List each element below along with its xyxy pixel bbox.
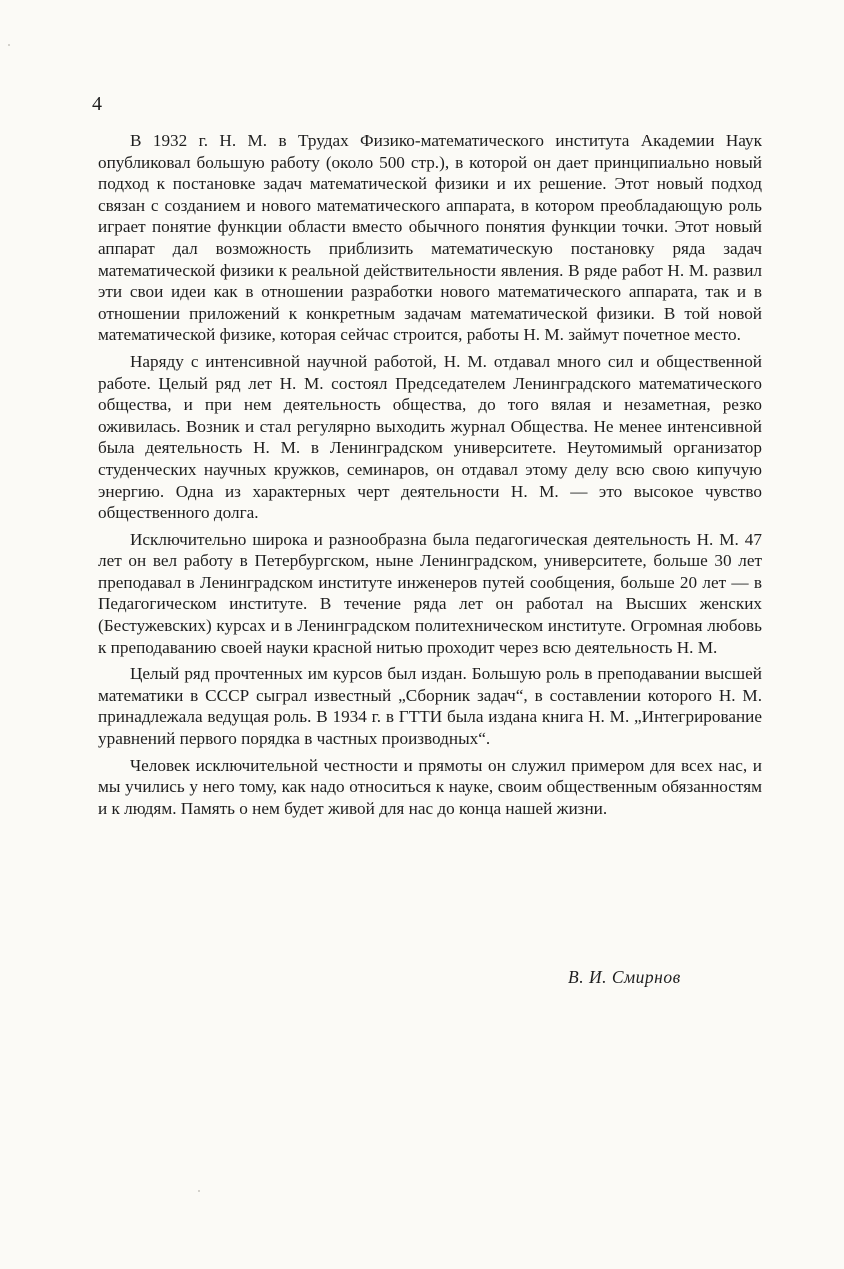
paragraph-teaching: Исключительно широка и разнообразна была педагогическая деятельность Н. М. 47 лет он вел работу в Петербургском, ныне Ленинградском, университете, больше 30 лет преподавал в Ленинградском институте инженеров путей сообщения, больше 20 лет — в Педагогическом институте. В течение ряда лет он работал на Высших женских (Бестужевских) курсах и в Ленинградском политехническом институте. Огромная любовь к преподаванию своей науки красной нитью проходит через всю деятельность Н. М. <box>98 529 762 657</box>
scan-speck <box>8 44 10 46</box>
page-number: 4 <box>92 93 102 115</box>
scan-speck <box>198 1190 200 1192</box>
paragraph-courses: Целый ряд прочтенных им курсов был издан. Большую роль в преподавании высшей математики в СССР сыграл известный „Сборник задач“, в составлении которого Н. М. принадлежала ведущая роль. В 1934 г. в ГТТИ была издана книга Н. М. „Интегрирование уравнений первого порядка в частных производных“. <box>98 664 762 749</box>
author-signature: В. И. Смирнов <box>568 967 681 987</box>
paragraph-public-work: Наряду с интенсивной научной работой, Н. М. отдавал много сил и общественной работе. Целый ряд лет Н. М. состоял Председателем Ленинградского математического общества, и при нем деятельность общества, до того вялая и незаметная, резко оживилась. Возник и стал регулярно выходить журнал Общества. Не менее интенсивной была деятельность Н. М. в Ленинградском университете. Неутомимый организатор студенческих научных кружков, семинаров, он отдавал этому делу всю свою кипучую энергию. Одна из характерных черт деятельности Н. М. — это высокое чувство общественного долга. <box>98 351 762 523</box>
article-body <box>98 130 762 824</box>
paragraph-research: В 1932 г. Н. М. в Трудах Физико-математического института Академии Наук опубликовал большую работу (около 500 стр.), в которой он дает принципиально новый подход к постановке задач математической физики и их решение. Этот новый подход связан с созданием и нового математического аппарата, в котором преобладающую роль играет понятие функции области вместо обычного понятия функции точки. Этот новый аппарат дал возможность приблизить математическую постановку ряда задач математической физики к реальной действительности явления. В ряде работ Н. М. развил эти свои идеи как в отношении разработки нового математического аппарата, так и в отношении приложений к конкретным задачам математической физики. В той новой математической физике, которая сейчас строится, работы Н. М. займут почетное место. <box>98 131 762 345</box>
paragraph-tribute: Человек исключительной честности и прямоты он служил примером для всех нас, и мы учились у него тому, как надо относиться к науке, своим общественным обязанностям и к людям. Память о нем будет живой для нас до конца нашей жизни. <box>98 755 762 818</box>
